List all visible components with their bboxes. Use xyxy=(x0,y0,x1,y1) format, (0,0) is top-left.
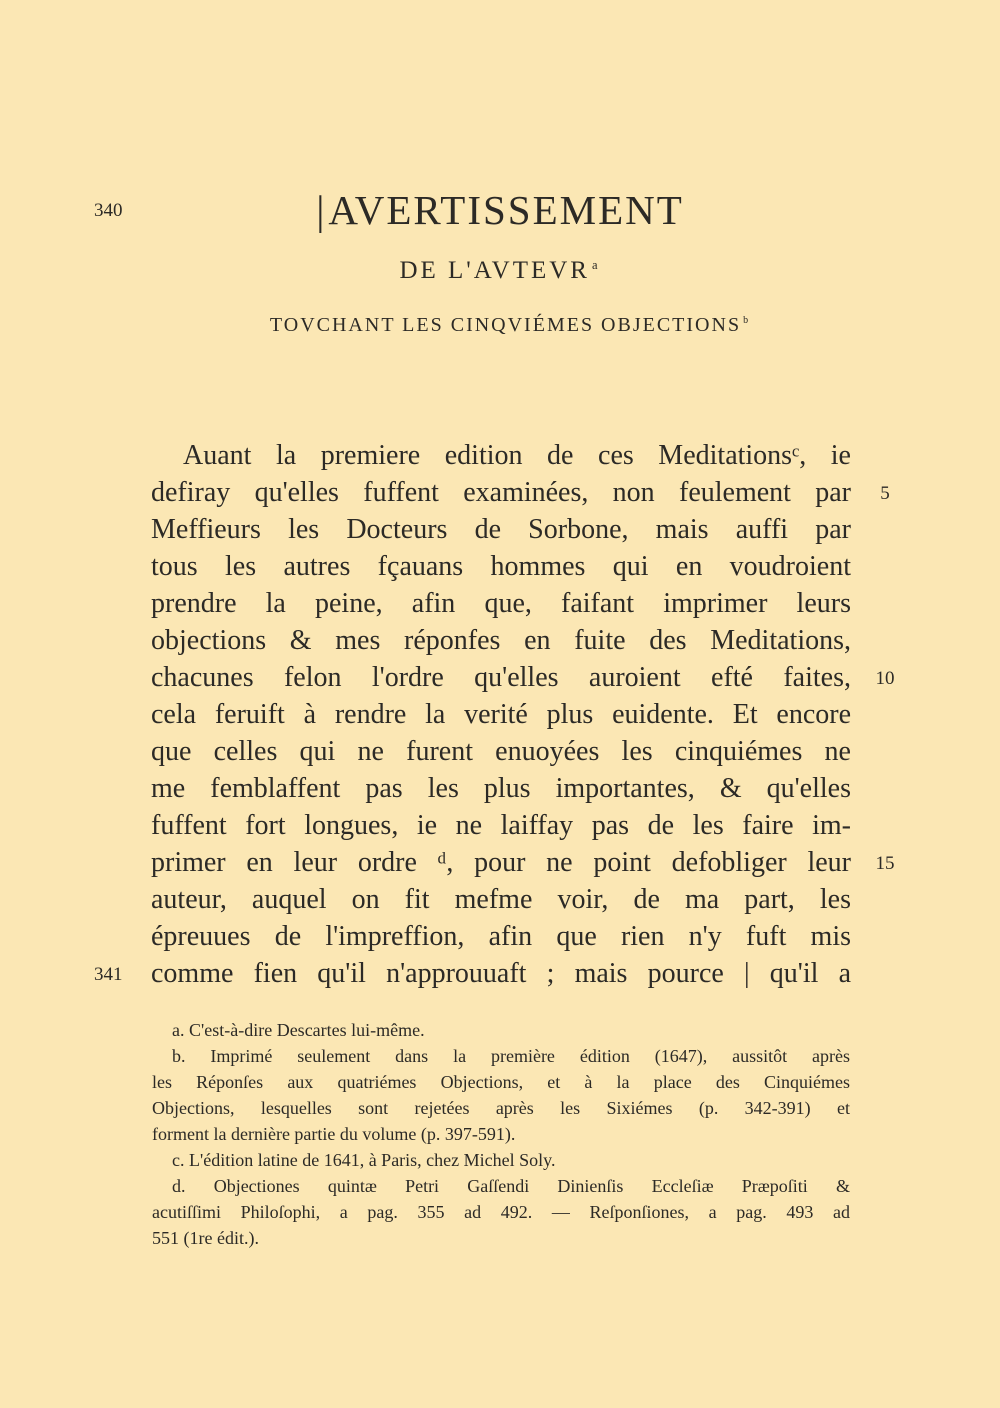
note-marker-b: b xyxy=(743,315,751,327)
footnote-line: Objections, lesquelles sont rejetées après les Sixiémes (p. 342-391) et xyxy=(152,1098,850,1118)
footnote-line: a. C'est-à-dire Descartes lui-même. xyxy=(172,1020,425,1040)
footnote-line: 551 (1re édit.). xyxy=(152,1228,259,1248)
footnote-line: d. Objectiones quintæ Petri Gaſſendi Dinienſis Eccleſiæ Præpoſiti & xyxy=(172,1176,850,1196)
note-marker-a: a xyxy=(591,257,601,272)
page-number-top: 340 xyxy=(94,200,123,221)
line-number-10: 10 xyxy=(875,668,895,689)
footnote-line: forment la dernière partie du volume (p. 397-591). xyxy=(152,1124,516,1144)
body-line: Meffieurs les Docteurs de Sorbone, mais auffi par xyxy=(151,514,851,545)
body-line: comme fien qu'il n'approuuaft ; mais pource | qu'il a xyxy=(151,958,851,989)
title-text: AVERTISSEMENT xyxy=(328,187,684,233)
body-line: tous les autres fçauans hommes qui en voudroient xyxy=(151,551,851,582)
body-text xyxy=(151,437,851,992)
line-number-15: 15 xyxy=(875,853,895,874)
page-title xyxy=(150,186,850,234)
body-line: fuffent fort longues, ie ne laiffay pas de les faire im- xyxy=(151,810,851,841)
footnote-line: acutiſſimi Philoſophi, a pag. 355 ad 492. — Reſponſiones, a pag. 493 ad xyxy=(152,1202,850,1222)
footnote-line: c. L'édition latine de 1641, à Paris, chez Michel Soly. xyxy=(172,1150,556,1170)
subtitle-text: DE L'AVTEVR xyxy=(399,257,590,284)
footnotes xyxy=(152,1017,850,1251)
body-line: prendre la peine, afin que, faifant imprimer leurs xyxy=(151,588,851,619)
subtitle-2 xyxy=(150,314,870,337)
subtitle-2-text: TOVCHANT LES CINQVIÉMES OBJECTIONS xyxy=(269,314,742,336)
body-line: chacunes felon l'ordre qu'elles auroient efté faites, xyxy=(151,662,851,693)
body-line: Auant la premiere edition de ces Meditationsᶜ, ie xyxy=(183,440,851,471)
body-line: defiray qu'elles fuffent examinées, non feulement par xyxy=(151,477,851,508)
body-line: que celles qui ne furent enuoyées les cinquiémes ne xyxy=(151,736,851,767)
footnote-line: b. Imprimé seulement dans la première édition (1647), aussitôt après xyxy=(172,1046,850,1066)
body-line: objections & mes réponfes en fuite des Meditations, xyxy=(151,625,851,656)
line-number-5: 5 xyxy=(880,483,890,504)
body-line: épreuues de l'impreffion, afin que rien n'y fuft mis xyxy=(151,921,851,952)
body-line: cela feruift à rendre la verité plus euidente. Et encore xyxy=(151,699,851,730)
page-number-side: 341 xyxy=(94,964,123,985)
body-line: auteur, auquel on fit mefme voir, de ma part, les xyxy=(151,884,851,915)
page-break-bar: | xyxy=(316,187,327,233)
body-line: primer en leur ordre ᵈ, pour ne point defobliger leur xyxy=(151,847,851,878)
body-line: me femblaffent pas les plus importantes, & qu'elles xyxy=(151,773,851,804)
subtitle xyxy=(150,257,850,285)
footnote-line: les Réponſes aux quatriémes Objections, et à la place des Cinquiémes xyxy=(152,1072,850,1092)
